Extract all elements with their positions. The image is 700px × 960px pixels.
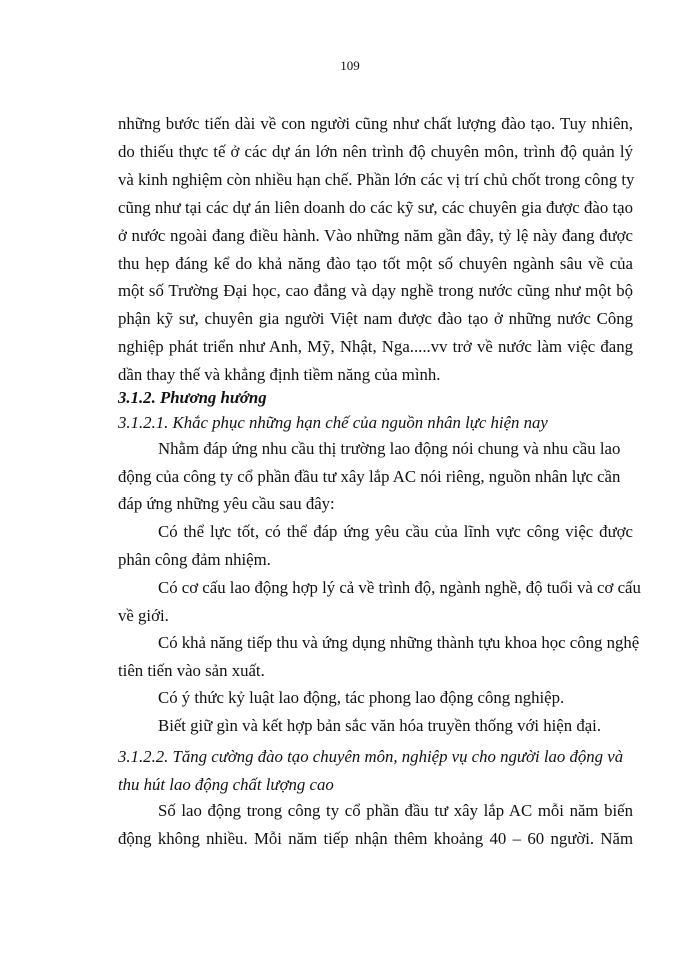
text-line: Số lao động trong công ty cổ phần đầu tư xây lắp AC mỗi năm biến <box>158 801 633 820</box>
text-line: đáp ứng những yêu cầu sau đây: <box>118 494 335 513</box>
text-line: cũng như tại các dự án liên doanh do các kỹ sư, các chuyên gia được đào tạo <box>118 197 633 217</box>
text-line: phân công đảm nhiệm. <box>118 549 271 569</box>
text-line: nghiệp phát triển như Anh, Mỹ, Nhật, Nga.....vv trở về nước làm việc đang <box>118 337 633 357</box>
text-line: Nhằm đáp ứng nhu cầu thị trường lao động nói chung và nhu cầu lao <box>158 439 621 458</box>
page-number: 109 <box>340 58 360 73</box>
text-line: Biết giữ gìn và kết hợp bản sắc văn hóa truyền thống với hiện đại. <box>158 716 602 735</box>
requirement-5 <box>118 712 633 740</box>
text-line: động không nhiều. Mỗi năm tiếp nhận thêm khoảng 40 – 60 người. Năm <box>118 829 633 848</box>
section-heading-3-1-2: 3.1.2. Phương hướng <box>118 388 267 407</box>
text-line: Có ý thức kỷ luật lao động, tác phong lao động công nghiệp. <box>158 688 565 707</box>
text-line: thu hút lao động chất lượng cao <box>118 774 334 794</box>
text-line: tiên tiến vào sản xuất. <box>118 660 265 680</box>
text-line: về giới. <box>118 605 169 625</box>
text-line: ở nước ngoài đang điều hành. Vào những năm gần đây, tỷ lệ này đang được <box>118 225 633 245</box>
requirement-3 <box>118 629 640 684</box>
text-line: Có thể lực tốt, có thể đáp ứng yêu cầu của lĩnh vực công việc được <box>158 522 633 541</box>
last-paragraph <box>118 797 633 853</box>
text-line: Có khả năng tiếp thu và ứng dụng những thành tựu khoa học công nghệ <box>158 633 640 652</box>
text-line: những bước tiến dài về con người cũng như chất lượng đào tạo. Tuy nhiên, <box>118 114 633 133</box>
text-line: thu hẹp đáng kể do khả năng đào tạo tốt một số chuyên ngành sâu về của <box>118 253 633 273</box>
paragraph-continuation <box>118 110 633 389</box>
subsection-heading-3-1-2-2 <box>118 743 633 798</box>
text-line: động của công ty cổ phần đầu tư xây lắp AC nói riêng, nguồn nhân lực cần <box>118 466 621 486</box>
text-line: dần thay thế và khẳng định tiềm năng của mình. <box>118 365 441 385</box>
text-line: Có cơ cấu lao động hợp lý cả về trình độ, ngành nghề, độ tuổi và cơ cấu <box>158 578 641 597</box>
requirement-2 <box>118 574 641 629</box>
requirement-1 <box>118 518 633 573</box>
subsection-heading-3-1-2-1: 3.1.2.1. Khắc phục những hạn chế của nguồn nhân lực hiện nay <box>118 413 548 432</box>
text-line: một số Trường Đại học, cao đẳng và dạy nghề trong nước cũng như một bộ <box>118 281 633 301</box>
intro-paragraph <box>118 435 633 518</box>
requirement-4 <box>118 684 633 712</box>
text-line: do thiếu thực tế ở các dự án lớn nên trình độ chuyên môn, trình độ quản lý <box>118 141 633 161</box>
text-line: 3.1.2.2. Tăng cường đào tạo chuyên môn, nghiệp vụ cho người lao động và <box>118 747 624 766</box>
text-line: và kinh nghiệm còn nhiều hạn chế. Phần lớn các vị trí chủ chốt trong công ty <box>118 169 635 189</box>
text-line: phận kỹ sư, chuyên gia người Việt nam được đào tạo ở những nước Công <box>118 309 633 329</box>
